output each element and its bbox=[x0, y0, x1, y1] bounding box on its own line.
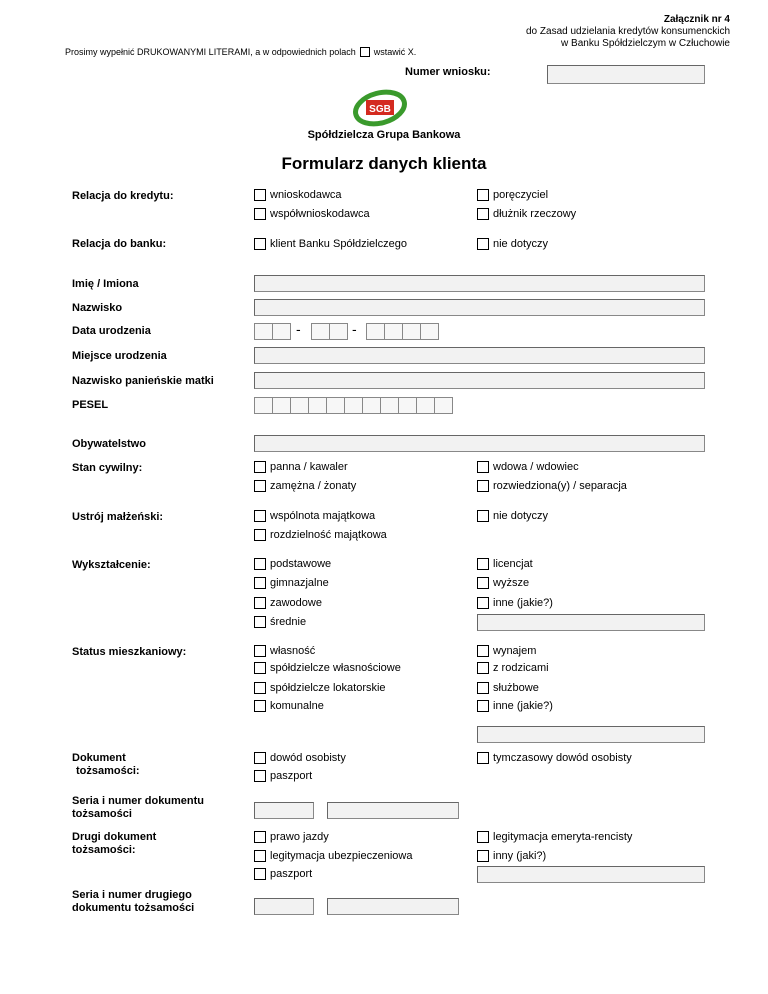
option-spoldzielcze-wlasnosciowe[interactable] bbox=[254, 662, 401, 674]
option-rozdzielnosc[interactable] bbox=[254, 529, 387, 541]
second-series-label bbox=[72, 889, 194, 915]
option-label: zawodowe bbox=[270, 597, 322, 609]
option-licencjat[interactable] bbox=[477, 558, 533, 570]
birth-month-field[interactable] bbox=[311, 323, 348, 340]
birth-place-label: Miejsce urodzenia bbox=[72, 350, 167, 362]
marital-regime-label: Ustrój małżeński: bbox=[72, 511, 164, 523]
option-label: panna / kawaler bbox=[270, 461, 348, 473]
example-checkbox bbox=[360, 47, 370, 57]
civil-status-label: Stan cywilny: bbox=[72, 462, 143, 474]
checkbox[interactable] bbox=[254, 752, 266, 764]
checkbox[interactable] bbox=[477, 238, 489, 250]
checkbox[interactable] bbox=[254, 850, 266, 862]
birth-place-field[interactable] bbox=[254, 347, 705, 364]
id-document-label bbox=[72, 752, 140, 778]
mother-maiden-name-field[interactable] bbox=[254, 372, 705, 389]
checkbox[interactable] bbox=[477, 752, 489, 764]
checkbox[interactable] bbox=[477, 510, 489, 522]
bank-relation-label: Relacja do banku: bbox=[72, 238, 167, 250]
checkbox[interactable] bbox=[254, 868, 266, 880]
option-label: rozwiedziona(y) / separacja bbox=[493, 480, 627, 492]
checkbox[interactable] bbox=[254, 831, 266, 843]
option-wdowa[interactable] bbox=[477, 461, 579, 473]
checkbox[interactable] bbox=[254, 461, 266, 473]
option-zamezna[interactable] bbox=[254, 480, 356, 492]
option-label: własność bbox=[270, 645, 316, 657]
option-poreczyciel[interactable] bbox=[477, 189, 548, 201]
mother-maiden-name-label: Nazwisko panieńskie matki bbox=[72, 375, 214, 387]
option-z-rodzicami[interactable] bbox=[477, 662, 549, 674]
option-label: legitymacja ubezpieczeniowa bbox=[270, 850, 413, 862]
option-label: inne (jakie?) bbox=[493, 597, 553, 609]
option-label: średnie bbox=[270, 616, 307, 628]
date-separator: - bbox=[352, 321, 357, 337]
option-gimnazjalne[interactable] bbox=[254, 577, 329, 589]
id-number-field[interactable] bbox=[327, 802, 459, 819]
housing-other-field[interactable] bbox=[477, 726, 705, 743]
option-paszport-second[interactable] bbox=[254, 868, 312, 880]
checkbox[interactable] bbox=[477, 662, 489, 674]
second-series-label-line2: dokumentu tożsamości bbox=[72, 902, 195, 914]
option-label: z rodzicami bbox=[493, 662, 549, 674]
checkbox[interactable] bbox=[254, 682, 266, 694]
checkbox[interactable] bbox=[254, 700, 266, 712]
instruction bbox=[65, 47, 416, 57]
option-label: nie dotyczy bbox=[493, 238, 549, 250]
option-label: wyższe bbox=[493, 577, 530, 589]
option-spoldzielcze-lokatorskie[interactable] bbox=[254, 682, 386, 694]
option-klient[interactable] bbox=[254, 238, 407, 250]
option-label: poręczyciel bbox=[493, 189, 549, 201]
checkbox[interactable] bbox=[477, 208, 489, 220]
education-label: Wykształcenie: bbox=[72, 559, 151, 571]
option-label: wspólnota majątkowa bbox=[270, 510, 376, 522]
id-series-field[interactable] bbox=[254, 802, 314, 819]
checkbox[interactable] bbox=[477, 597, 489, 609]
option-srednie[interactable] bbox=[254, 616, 306, 628]
option-label: inne (jakie?) bbox=[493, 700, 553, 712]
option-panna[interactable] bbox=[254, 461, 348, 473]
checkbox[interactable] bbox=[477, 480, 489, 492]
option-label: paszport bbox=[270, 770, 313, 782]
option-label: wynajem bbox=[493, 645, 537, 657]
option-wspolwnioskodawca[interactable] bbox=[254, 208, 370, 220]
checkbox[interactable] bbox=[477, 850, 489, 862]
checkbox[interactable] bbox=[254, 558, 266, 570]
last-name-label: Nazwisko bbox=[72, 302, 123, 314]
first-name-field[interactable] bbox=[254, 275, 705, 292]
application-number-field[interactable] bbox=[547, 65, 705, 84]
checkbox[interactable] bbox=[477, 682, 489, 694]
option-inne-education[interactable] bbox=[477, 597, 553, 609]
education-other-field[interactable] bbox=[477, 614, 705, 631]
option-label: spółdzielcze lokatorskie bbox=[270, 682, 386, 694]
option-paszport[interactable] bbox=[254, 770, 312, 782]
checkbox[interactable] bbox=[254, 238, 266, 250]
citizenship-field[interactable] bbox=[254, 435, 705, 452]
option-label: paszport bbox=[270, 868, 313, 880]
second-series-label-line1: Seria i numer drugiego bbox=[72, 889, 192, 901]
option-wyzsze[interactable] bbox=[477, 577, 529, 589]
option-prawo-jazdy[interactable] bbox=[254, 831, 329, 843]
credit-relation-label: Relacja do kredytu: bbox=[72, 190, 174, 202]
second-series-field[interactable] bbox=[254, 898, 314, 915]
option-komunalne[interactable] bbox=[254, 700, 324, 712]
option-label: dłużnik rzeczowy bbox=[493, 208, 577, 220]
checkbox[interactable] bbox=[254, 577, 266, 589]
option-label: gimnazjalne bbox=[270, 577, 329, 589]
option-legitymacja-ubezpieczeniowa[interactable] bbox=[254, 850, 412, 862]
option-inny[interactable] bbox=[477, 850, 546, 862]
option-label: zamężna / żonaty bbox=[270, 480, 357, 492]
option-nie-dotyczy-bank[interactable] bbox=[477, 238, 548, 250]
checkbox[interactable] bbox=[254, 662, 266, 674]
option-wlasnosc[interactable] bbox=[254, 645, 315, 657]
checkbox[interactable] bbox=[477, 645, 489, 657]
birth-year-field[interactable] bbox=[366, 323, 439, 340]
option-wynajem[interactable] bbox=[477, 645, 536, 657]
logo-caption: Spółdzielcza Grupa Bankowa bbox=[307, 129, 461, 141]
checkbox[interactable] bbox=[254, 510, 266, 522]
option-label: legitymacja emeryta-rencisty bbox=[493, 831, 633, 843]
date-separator: - bbox=[296, 321, 301, 337]
checkbox[interactable] bbox=[477, 189, 489, 201]
page-title: Formularz danych klienta bbox=[281, 154, 487, 173]
checkbox[interactable] bbox=[254, 616, 266, 628]
checkbox[interactable] bbox=[254, 770, 266, 782]
application-number-label: Numer wniosku: bbox=[405, 66, 491, 78]
logo-text: SGB bbox=[369, 104, 391, 115]
option-label: prawo jazdy bbox=[270, 831, 329, 843]
option-label: spółdzielcze własnościowe bbox=[270, 662, 401, 674]
option-wnioskodawca[interactable] bbox=[254, 189, 342, 201]
instruction-text-end: wstawić X. bbox=[373, 47, 417, 57]
second-document-label bbox=[72, 831, 156, 857]
option-label: klient Banku Spółdzielczego bbox=[270, 238, 407, 250]
id-document-label-line1: Dokument bbox=[72, 752, 126, 764]
option-label: tymczasowy dowód osobisty bbox=[493, 752, 632, 764]
id-series-label-line2: tożsamości bbox=[72, 808, 132, 820]
header-line-2: do Zasad udzielania kredytów konsumenckich bbox=[526, 26, 730, 37]
checkbox[interactable] bbox=[477, 700, 489, 712]
option-inne-housing[interactable] bbox=[477, 700, 553, 712]
pesel-label: PESEL bbox=[72, 399, 109, 411]
option-label: rozdzielność majątkowa bbox=[270, 529, 387, 541]
checkbox[interactable] bbox=[254, 597, 266, 609]
option-label: wdowa / wdowiec bbox=[493, 461, 579, 473]
option-podstawowe[interactable] bbox=[254, 558, 331, 570]
pesel-field[interactable] bbox=[254, 397, 453, 414]
second-number-field[interactable] bbox=[327, 898, 459, 915]
checkbox[interactable] bbox=[477, 558, 489, 570]
option-label: komunalne bbox=[270, 700, 324, 712]
option-dluznik[interactable] bbox=[477, 208, 576, 220]
attachment-header bbox=[526, 14, 730, 50]
option-label: nie dotyczy bbox=[493, 510, 549, 522]
id-document-label-line2: tożsamości: bbox=[76, 765, 140, 777]
option-label: inny (jaki?) bbox=[493, 850, 547, 862]
option-dowod[interactable] bbox=[254, 752, 346, 764]
option-label: wnioskodawca bbox=[270, 189, 342, 201]
second-document-label-line1: Drugi dokument bbox=[72, 831, 157, 843]
option-label: dowód osobisty bbox=[270, 752, 346, 764]
checkbox[interactable] bbox=[254, 480, 266, 492]
attachment-number: Załącznik nr 4 bbox=[663, 14, 730, 25]
birth-day-field[interactable] bbox=[254, 323, 291, 340]
last-name-field[interactable] bbox=[254, 299, 705, 316]
checkbox[interactable] bbox=[254, 208, 266, 220]
checkbox[interactable] bbox=[477, 831, 489, 843]
option-label: podstawowe bbox=[270, 558, 332, 570]
checkbox[interactable] bbox=[254, 645, 266, 657]
checkbox[interactable] bbox=[254, 189, 266, 201]
sgb-logo bbox=[350, 88, 410, 128]
second-document-label-line2: tożsamości: bbox=[72, 844, 136, 856]
housing-label: Status mieszkaniowy: bbox=[72, 646, 187, 658]
option-legitymacja-emeryta[interactable] bbox=[477, 831, 632, 843]
checkbox[interactable] bbox=[477, 461, 489, 473]
id-series-label bbox=[72, 795, 204, 821]
checkbox[interactable] bbox=[254, 529, 266, 541]
first-name-label: Imię / Imiona bbox=[72, 278, 139, 290]
second-document-other-field[interactable] bbox=[477, 866, 705, 883]
option-rozwiedziona[interactable] bbox=[477, 480, 627, 492]
option-label: licencjat bbox=[493, 558, 533, 570]
birth-date-label: Data urodzenia bbox=[72, 325, 151, 337]
citizenship-label: Obywatelstwo bbox=[72, 438, 146, 450]
checkbox[interactable] bbox=[477, 577, 489, 589]
option-label: współwnioskodawca bbox=[270, 208, 370, 220]
id-series-label-line1: Seria i numer dokumentu bbox=[72, 795, 205, 807]
option-sluzbowe[interactable] bbox=[477, 682, 539, 694]
instruction-text: Prosimy wypełnić DRUKOWANYMI LITERAMI, a w odpowiednich polach bbox=[65, 47, 356, 57]
option-zawodowe[interactable] bbox=[254, 597, 322, 609]
option-nie-dotyczy-regime[interactable] bbox=[477, 510, 548, 522]
header-line-3: w Banku Spółdzielczym w Człuchowie bbox=[561, 38, 730, 49]
option-label: służbowe bbox=[493, 682, 539, 694]
option-tymczasowy[interactable] bbox=[477, 752, 632, 764]
option-wspolnota[interactable] bbox=[254, 510, 375, 522]
